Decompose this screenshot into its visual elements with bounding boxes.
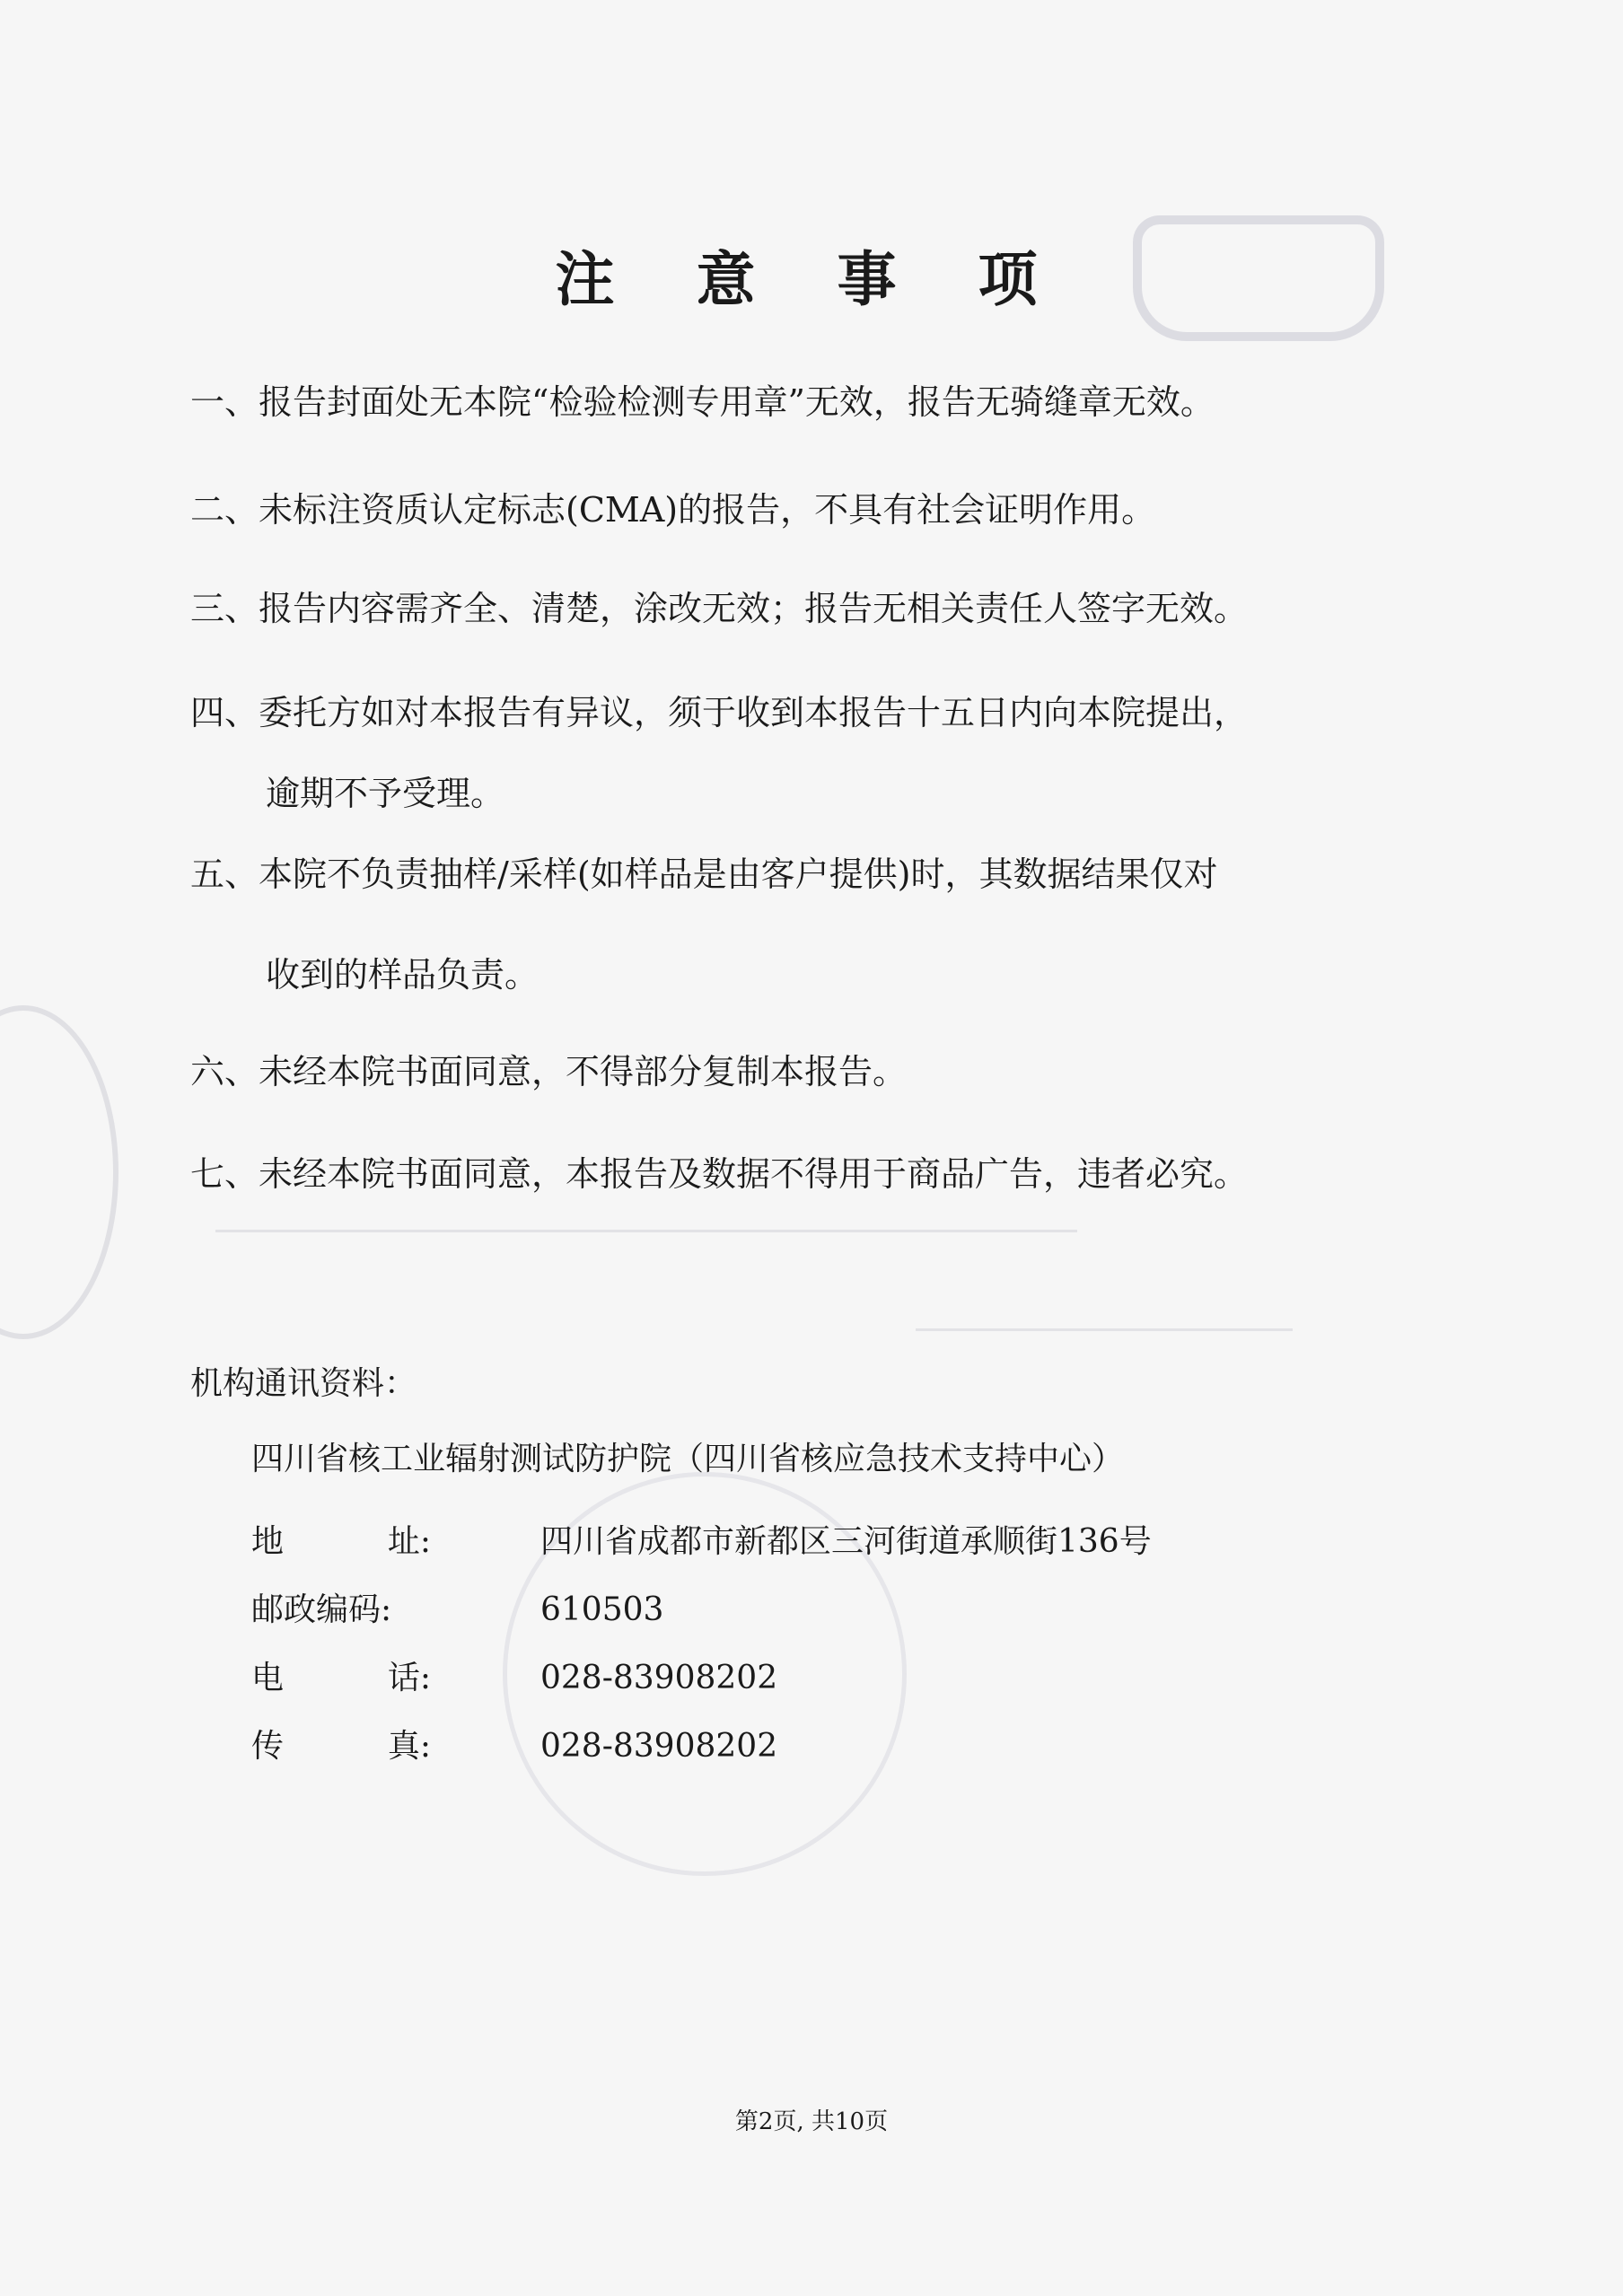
notice-text: 未经本院书面同意，不得部分复制本报告。 <box>259 1052 908 1091</box>
notice-text: 未标注资质认定标志(CMA)的报告，不具有社会证明作用。 <box>259 490 1156 530</box>
notice-number: 三、 <box>190 589 259 628</box>
address-label <box>251 1519 431 1565</box>
ghost-seal-left <box>0 1005 118 1339</box>
notice-item-1 <box>190 377 1215 427</box>
label-char: 邮政编码: <box>251 1591 392 1628</box>
notice-text: 报告内容需齐全、清楚，涂改无效；报告无相关责任人签字无效。 <box>259 589 1249 628</box>
fax-label <box>251 1723 431 1770</box>
label-char: 传 <box>251 1728 285 1765</box>
notice-item-3 <box>190 583 1248 634</box>
label-char: 址: <box>387 1523 431 1560</box>
label-char: 话: <box>387 1660 431 1696</box>
fax-value: 028-83908202 <box>540 1728 778 1765</box>
postcode-value: 610503 <box>540 1591 664 1628</box>
notice-text: 委托方如对本报告有异议，须于收到本报告十五日内向本院提出， <box>259 693 1249 732</box>
notice-text: 未经本院书面同意，本报告及数据不得用于商品广告，违者必究。 <box>259 1154 1249 1194</box>
notice-text: 本院不负责抽样/采样(如样品是由客户提供)时，其数据结果仅对 <box>259 854 1218 894</box>
notice-item-2 <box>190 485 1155 535</box>
ghost-line <box>916 1328 1293 1331</box>
notice-item-4 <box>190 688 1248 738</box>
notice-item-5-continuation: 收到的样品负责。 <box>266 955 540 995</box>
notice-text: 报告封面处无本院“检验检测专用章”无效，报告无骑缝章无效。 <box>259 382 1215 422</box>
label-char: 电 <box>251 1660 285 1696</box>
notice-number: 四、 <box>190 693 259 732</box>
phone-label <box>251 1655 431 1702</box>
notice-number: 五、 <box>190 854 259 894</box>
notice-item-4-continuation: 逾期不予受理。 <box>266 774 505 813</box>
label-char: 地 <box>251 1523 285 1560</box>
org-info-heading: 机构通讯资料： <box>190 1365 417 1402</box>
label-char: 真: <box>387 1728 431 1765</box>
page-number-footer: 第2页, 共10页 <box>734 2108 889 2135</box>
phone-value: 028-83908202 <box>540 1660 778 1696</box>
ghost-line <box>215 1230 1077 1232</box>
page-title: 注 意 事 项 <box>555 245 1068 314</box>
notice-item-7 <box>190 1149 1248 1199</box>
notice-number: 二、 <box>190 490 259 530</box>
notice-number: 六、 <box>190 1052 259 1091</box>
postcode-label <box>251 1587 431 1634</box>
org-name: 四川省核工业辐射测试防护院（四川省核应急技术支持中心） <box>251 1441 1125 1477</box>
notice-number: 七、 <box>190 1154 259 1194</box>
notice-item-5 <box>190 849 1217 899</box>
notice-item-6 <box>190 1047 907 1097</box>
notice-number: 一、 <box>190 382 259 422</box>
address-value: 四川省成都市新都区三河街道承顺街136号 <box>540 1523 1152 1560</box>
